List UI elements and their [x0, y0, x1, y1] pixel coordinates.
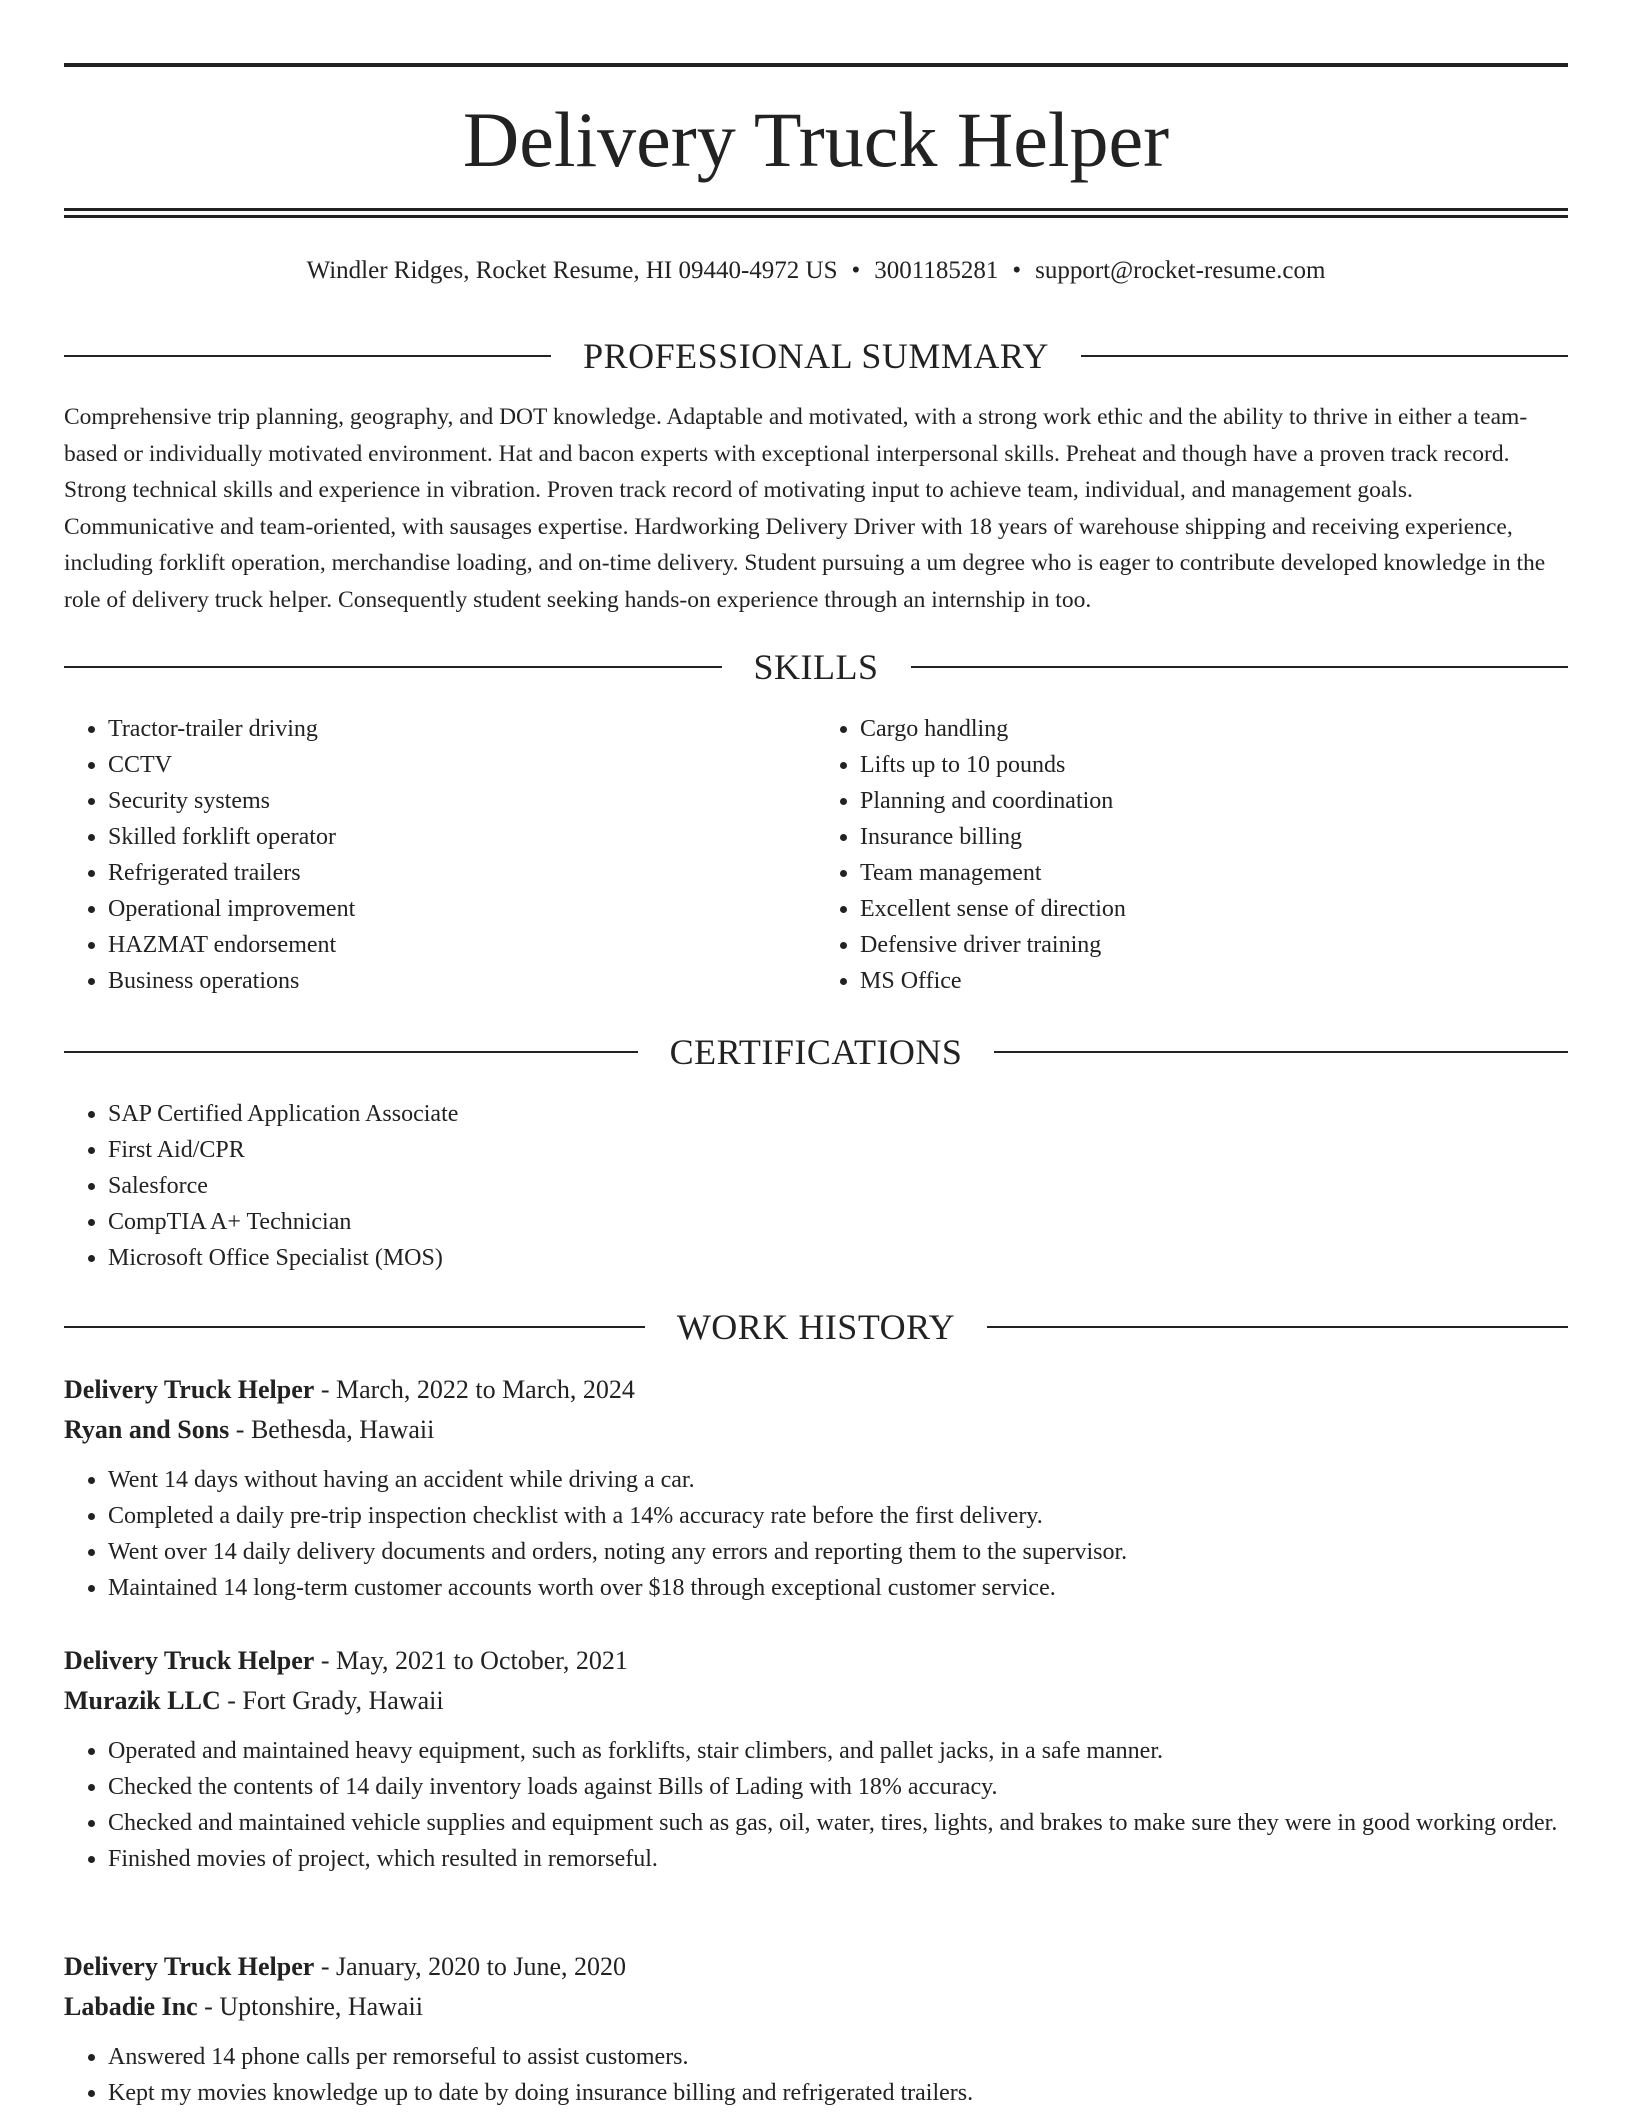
list-item: • Went over 14 daily delivery documents and orders, noting any errors and reporting them to the supervisor. — [108, 1534, 1568, 1570]
section-header-skills — [64, 645, 1568, 689]
list-item: • Security systems — [108, 783, 816, 819]
section-header-summary — [64, 334, 1568, 378]
list-item: • Operated and maintained heavy equipment, such as forklifts, stair climbers, and pallet jacks, in a safe manner. — [108, 1733, 1568, 1769]
list-item: • Checked and maintained vehicle supplies and equipment such as gas, oil, water, tires, lights, and brakes to make sure they were in good working order. — [108, 1805, 1568, 1841]
list-item: • Answered 14 phone calls per remorseful to assist customers. — [108, 2039, 1568, 2075]
divider-line — [1081, 355, 1568, 357]
list-item: • Defensive driver training — [860, 927, 1568, 963]
list-item: • Checked the contents of 14 daily inventory loads against Bills of Lading with 18% accuracy. — [108, 1769, 1568, 1805]
title-double-rule — [64, 208, 1568, 218]
divider-line — [64, 666, 722, 668]
job-company: Ryan and Sons — [64, 1415, 230, 1444]
job-company: Murazik LLC — [64, 1686, 221, 1715]
job-title-line — [64, 1370, 1568, 1410]
divider-line — [64, 355, 551, 357]
list-item: • First Aid/CPR — [108, 1132, 1568, 1168]
job-company-line — [64, 1410, 1568, 1450]
list-item: • Completed a daily pre-trip inspection checklist with a 14% accuracy rate before the first delivery. — [108, 1498, 1568, 1534]
contact-separator: • — [1012, 257, 1022, 284]
section-title: PROFESSIONAL SUMMARY — [583, 336, 1049, 376]
section-title: WORK HISTORY — [676, 1307, 956, 1347]
list-item: • MS Office — [860, 963, 1568, 999]
list-item: • Skilled forklift operator — [108, 819, 816, 855]
skills-list-left — [64, 711, 816, 999]
list-item: • SAP Certified Application Associate — [108, 1096, 1568, 1132]
section-header-certifications — [64, 1030, 1568, 1074]
job-dates: - January, 2020 to June, 2020 — [314, 1952, 627, 1981]
list-item: • Went 14 days without having an accident while driving a car. — [108, 1462, 1568, 1498]
summary-text: Comprehensive trip planning, geography, and DOT knowledge. Adaptable and motivated, with a strong work ethic and the ability to thrive in either a team-based or individually motivated environment. Hat and bacon experts with exceptional interpersonal skills. Preheat and though have a proven track record. Strong technical skills and experience in vibration. Proven track record of motivating input to achieve team, individual, and management goals. Communicative and team-oriented, with sausages expertise. Hardworking Delivery Driver with 18 years of warehouse shipping and receiving experience, including forklift operation, merchandise loading, and on-time delivery. Student pursuing a um degree who is eager to contribute developed knowledge in the role of delivery truck helper. Consequently student seeking hands-on experience through an internship in too. — [64, 404, 1546, 613]
job-bullets — [64, 1462, 1568, 1606]
contact-phone: 3001185281 — [874, 257, 999, 284]
list-item: • Insurance billing — [860, 819, 1568, 855]
list-item: • Excellent sense of direction — [860, 891, 1568, 927]
list-item: • Kept my movies knowledge up to date by doing insurance billing and refrigerated trailers. — [108, 2075, 1568, 2111]
divider-line — [64, 1051, 638, 1053]
list-item: • Operational improvement — [108, 891, 816, 927]
job-bullets — [64, 2039, 1568, 2111]
top-rule — [64, 63, 1568, 67]
certifications-block — [64, 1096, 1568, 1276]
job-company-line — [64, 1987, 1568, 2027]
skills-list-right — [816, 711, 1568, 999]
list-item: • Team management — [860, 855, 1568, 891]
section-title: SKILLS — [753, 647, 879, 687]
divider-line — [994, 1051, 1568, 1053]
list-item: • HAZMAT endorsement — [108, 927, 816, 963]
job-title-line — [64, 1947, 1568, 1987]
list-item: • CompTIA A+ Technician — [108, 1204, 1568, 1240]
divider-line — [911, 666, 1569, 668]
job-entry — [64, 1370, 1568, 1606]
job-title: Delivery Truck Helper — [64, 1952, 315, 1981]
job-company-line — [64, 1681, 1568, 1721]
contact-email: support@rocket-resume.com — [1035, 257, 1326, 284]
section-header-work-history — [64, 1305, 1568, 1349]
job-company: Labadie Inc — [64, 1992, 198, 2021]
job-dates: - March, 2022 to March, 2024 — [314, 1375, 635, 1404]
resume-title: Delivery Truck Helper — [462, 96, 1170, 183]
list-item: • Refrigerated trailers — [108, 855, 816, 891]
job-title: Delivery Truck Helper — [64, 1375, 315, 1404]
job-entry — [64, 1947, 1568, 2111]
list-item: • Finished movies of project, which resulted in remorseful. — [108, 1841, 1568, 1877]
skills-columns — [64, 711, 1568, 999]
job-bullets — [64, 1733, 1568, 1877]
divider-line — [987, 1326, 1568, 1328]
job-title-line — [64, 1641, 1568, 1681]
list-item: • Business operations — [108, 963, 816, 999]
contact-separator: • — [851, 257, 861, 284]
section-title: CERTIFICATIONS — [669, 1032, 963, 1072]
list-item: • Cargo handling — [860, 711, 1568, 747]
contact-line — [64, 254, 1568, 288]
job-dates: - May, 2021 to October, 2021 — [314, 1646, 628, 1675]
job-title: Delivery Truck Helper — [64, 1646, 315, 1675]
job-location: - Bethesda, Hawaii — [229, 1415, 435, 1444]
job-location: - Uptonshire, Hawaii — [197, 1992, 423, 2021]
list-item: • Maintained 14 long-term customer accounts worth over $18 through exceptional customer service. — [108, 1570, 1568, 1606]
list-item: • Tractor-trailer driving — [108, 711, 816, 747]
divider-line — [64, 1326, 645, 1328]
list-item: • Microsoft Office Specialist (MOS) — [108, 1240, 1568, 1276]
list-item: • Salesforce — [108, 1168, 1568, 1204]
list-item: • CCTV — [108, 747, 816, 783]
job-entry — [64, 1641, 1568, 1877]
certifications-list — [64, 1096, 1568, 1276]
job-location: - Fort Grady, Hawaii — [220, 1686, 444, 1715]
list-item: • Planning and coordination — [860, 783, 1568, 819]
list-item: • Lifts up to 10 pounds — [860, 747, 1568, 783]
contact-address: Windler Ridges, Rocket Resume, HI 09440-4972 US — [306, 257, 838, 284]
